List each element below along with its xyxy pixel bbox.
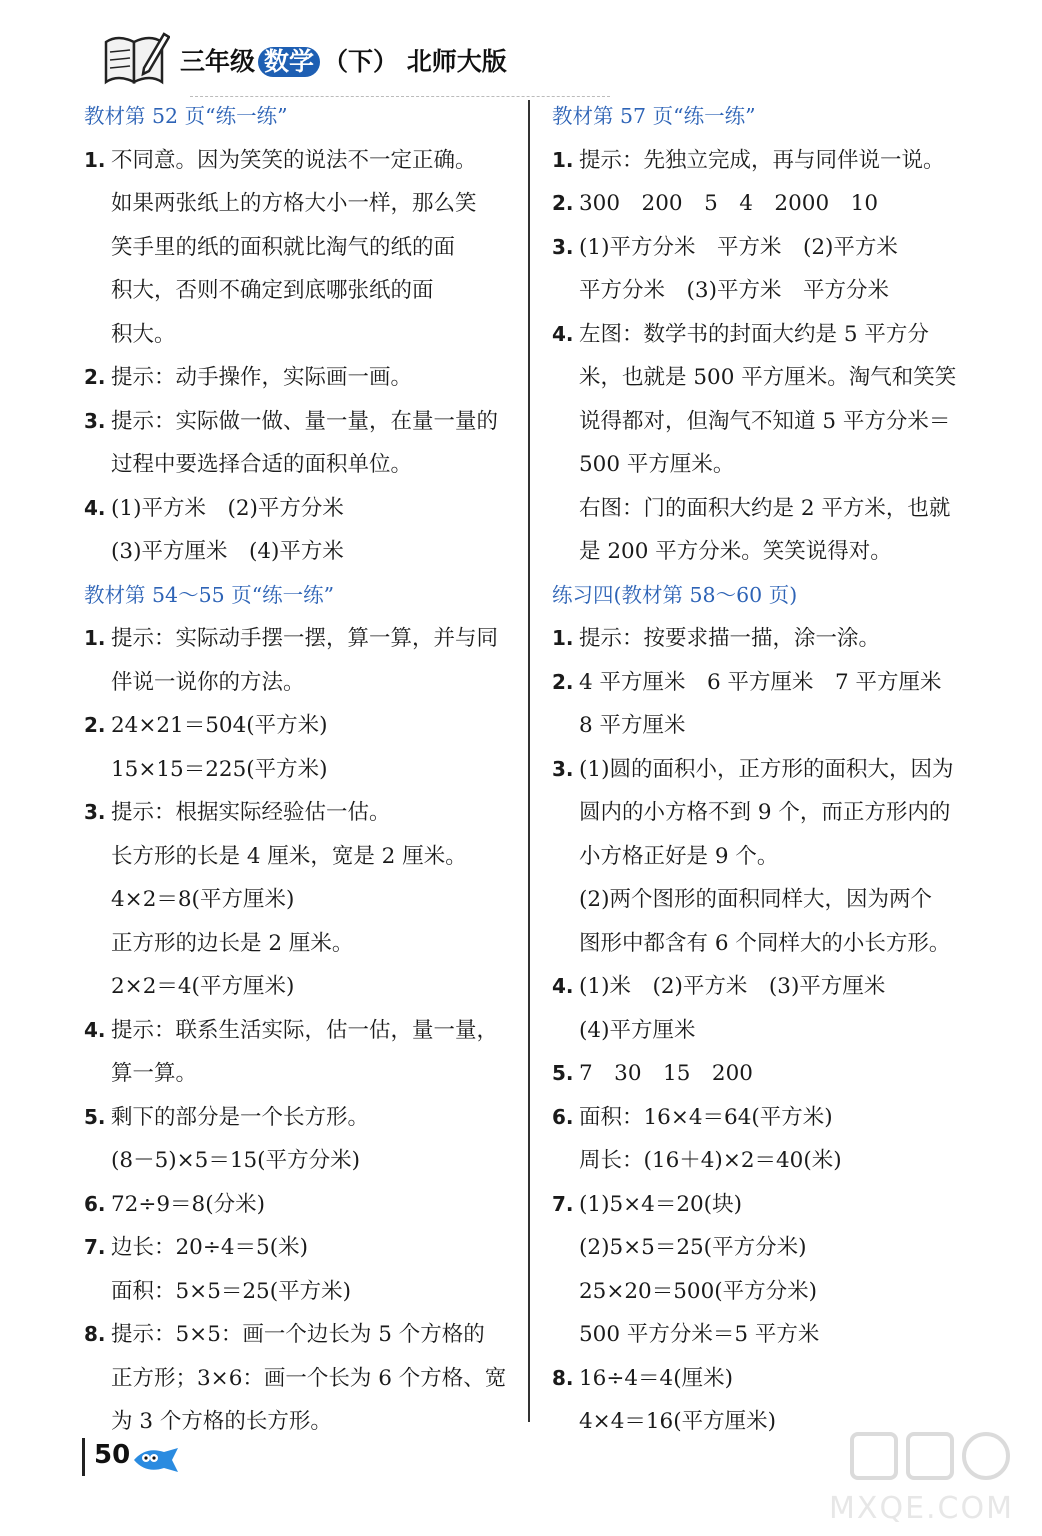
answer-line: 说得都对，但淘气不知道 5 平方分米＝ xyxy=(579,408,951,434)
fish-mascot-icon xyxy=(132,1446,180,1474)
answer-item xyxy=(84,1009,514,1053)
item-text: 面积：16×4＝64(平方米) xyxy=(579,1104,833,1130)
left-answer-column xyxy=(84,95,514,1444)
header-subject-badge: 数学 xyxy=(258,47,320,77)
item-number: 2. xyxy=(84,365,106,389)
watermark xyxy=(829,1426,1022,1526)
footer-bar xyxy=(82,1438,85,1476)
book-pencil-icon xyxy=(100,28,170,88)
section-heading: 教材第 54～55 页“练一练” xyxy=(84,582,335,607)
answer-line: 25×20＝500(平方分米) xyxy=(579,1278,818,1304)
header-edition: 北师大版 xyxy=(406,47,507,76)
answer-line: 小方格正好是 9 个。 xyxy=(579,843,779,869)
item-text: 提示：先独立完成，再与同伴说一说。 xyxy=(579,147,945,173)
item-number: 2. xyxy=(552,191,574,215)
answer-item xyxy=(84,1183,514,1227)
answer-line: 圆内的小方格不到 9 个，而正方形内的 xyxy=(579,800,951,825)
item-text: 提示：实际动手摆一摆，算一算，并与同 xyxy=(111,626,499,651)
item-number: 7. xyxy=(552,1191,574,1216)
answer-line: (3)平方厘米 (4)平方米 xyxy=(111,539,344,564)
item-number: 4. xyxy=(552,321,574,346)
item-text: (1)5×4＝20(块) xyxy=(579,1191,742,1217)
answer-item xyxy=(552,313,982,357)
answer-item xyxy=(84,791,514,835)
item-text: 边长：20÷4＝5(米) xyxy=(111,1235,309,1260)
answer-item xyxy=(84,1226,514,1270)
item-text: 提示：根据实际经验估一估。 xyxy=(111,800,391,825)
answer-line: 周长：(16＋4)×2＝40(米) xyxy=(579,1148,842,1173)
answer-line: 2×2＝4(平方厘米) xyxy=(111,974,295,999)
answer-item xyxy=(552,1052,982,1096)
answer-line: 8 平方厘米 xyxy=(579,713,686,738)
item-text: 24×21＝504(平方米) xyxy=(111,713,328,738)
item-text: 提示：5×5：画一个边长为 5 个方格的 xyxy=(111,1322,485,1347)
answer-line: 积大。 xyxy=(111,321,176,347)
item-text: (1)圆的面积小，正方形的面积大，因为 xyxy=(579,756,954,782)
item-number: 8. xyxy=(552,1365,574,1390)
item-text: 4 平方厘米 6 平方厘米 7 平方厘米 xyxy=(579,669,942,695)
answer-item xyxy=(84,704,514,748)
item-text: (1)平方米 (2)平方分米 xyxy=(111,495,344,521)
item-text: 7 30 15 200 xyxy=(579,1061,753,1086)
answer-line: (2)两个图形的面积同样大，因为两个 xyxy=(579,887,932,912)
section-heading: 教材第 52 页“练一练” xyxy=(84,104,288,128)
item-number: 2. xyxy=(552,669,574,694)
item-number: 3. xyxy=(84,408,106,433)
page-header xyxy=(100,28,520,88)
header-term: （下） xyxy=(323,47,399,76)
answer-line: 右图：门的面积大约是 2 平方米，也就 xyxy=(579,495,951,521)
item-number: 3. xyxy=(552,756,574,781)
item-number: 1. xyxy=(84,147,106,172)
answer-item xyxy=(552,617,982,661)
answer-item xyxy=(84,400,514,444)
answer-item xyxy=(552,226,982,270)
answer-item xyxy=(84,1096,514,1140)
section-heading: 练习四(教材第 58～60 页) xyxy=(552,582,798,607)
answer-item xyxy=(552,1183,982,1227)
item-text: (1)米 (2)平方米 (3)平方厘米 xyxy=(579,974,886,999)
item-text: 16÷4＝4(厘米) xyxy=(579,1365,734,1391)
right-answer-column xyxy=(552,95,982,1444)
answer-item xyxy=(552,182,982,226)
answer-line: 4×4＝16(平方厘米) xyxy=(579,1409,777,1434)
item-text: 不同意。因为笑笑的说法不一定正确。 xyxy=(111,147,477,173)
item-number: 6. xyxy=(552,1104,574,1129)
item-number: 3. xyxy=(84,800,106,824)
header-title xyxy=(180,42,507,78)
answer-item xyxy=(84,139,514,183)
item-number: 1. xyxy=(552,147,574,172)
header-grade: 三年级 xyxy=(180,47,256,76)
answer-item xyxy=(552,661,982,705)
item-number: 5. xyxy=(552,1061,574,1085)
answer-line: 500 平方分米＝5 平方米 xyxy=(579,1322,820,1347)
item-text: 左图：数学书的封面大约是 5 平方分 xyxy=(579,321,929,347)
answer-line: 过程中要选择合适的面积单位。 xyxy=(111,452,413,477)
answer-item xyxy=(84,1313,514,1357)
answer-line: 15×15＝225(平方米) xyxy=(111,756,328,782)
item-text: 72÷9＝8(分米) xyxy=(111,1191,266,1217)
answer-item xyxy=(552,139,982,183)
answer-line: 图形中都含有 6 个同样大的小长方形。 xyxy=(579,930,951,956)
answer-item xyxy=(84,617,514,661)
answer-line: 是 200 平方分米。笑笑说得对。 xyxy=(579,539,892,564)
answer-item xyxy=(552,748,982,792)
answer-item xyxy=(552,1096,982,1140)
item-number: 5. xyxy=(84,1104,106,1129)
item-number: 4. xyxy=(84,495,106,520)
item-number: 1. xyxy=(552,626,574,650)
answer-line: 正方形的边长是 2 厘米。 xyxy=(111,930,354,956)
item-number: 6. xyxy=(84,1191,106,1216)
item-number: 3. xyxy=(552,234,574,259)
item-text: 剩下的部分是一个长方形。 xyxy=(111,1104,370,1130)
answer-line: 为 3 个方格的长方形。 xyxy=(111,1409,332,1434)
answer-line: 笑手里的纸的面积就比淘气的纸的面 xyxy=(111,234,456,260)
item-text: 提示：联系生活实际，估一估，量一量， xyxy=(111,1017,499,1043)
answer-item xyxy=(84,356,514,400)
answer-line: (4)平方厘米 xyxy=(579,1017,696,1043)
watermark-text: MXQE.COM xyxy=(829,1491,1014,1526)
answer-item xyxy=(552,1357,982,1401)
answer-line: 长方形的长是 4 厘米，宽是 2 厘米。 xyxy=(111,843,467,869)
answer-line: 如果两张纸上的方格大小一样，那么笑 xyxy=(111,191,477,216)
answer-item xyxy=(84,487,514,531)
answer-line: 面积：5×5＝25(平方米) xyxy=(111,1278,352,1304)
answer-line: 500 平方厘米。 xyxy=(579,452,735,477)
item-number: 4. xyxy=(552,974,574,998)
watermark-logo-icon xyxy=(842,1426,1022,1486)
item-number: 1. xyxy=(84,626,106,650)
item-text: 提示：按要求描一描，涂一涂。 xyxy=(579,626,881,651)
answer-line: 平方分米 (3)平方米 平方分米 xyxy=(579,278,889,303)
answer-line: 积大，否则不确定到底哪张纸的面 xyxy=(111,278,434,303)
item-text: 提示：实际做一做、量一量，在量一量的 xyxy=(111,408,499,434)
item-number: 7. xyxy=(84,1235,106,1259)
page-number: 50 xyxy=(94,1440,131,1470)
column-divider xyxy=(528,100,530,1422)
item-text: 提示：动手操作，实际画一画。 xyxy=(111,365,413,390)
answer-line: (2)5×5＝25(平方分米) xyxy=(579,1235,807,1260)
answer-line: 正方形；3×6：画一个长为 6 个方格、宽 xyxy=(111,1365,507,1391)
item-number: 4. xyxy=(84,1017,106,1042)
answer-line: 4×2＝8(平方厘米) xyxy=(111,887,295,912)
answer-line: 伴说一说你的方法。 xyxy=(111,669,305,695)
answer-line: (8－5)×5＝15(平方分米) xyxy=(111,1148,360,1173)
answer-line: 米，也就是 500 平方厘米。淘气和笑笑 xyxy=(579,365,957,390)
item-number: 2. xyxy=(84,713,106,737)
item-text: (1)平方分米 平方米 (2)平方米 xyxy=(579,234,898,260)
answer-item xyxy=(552,965,982,1009)
item-text: 300 200 5 4 2000 10 xyxy=(579,191,879,216)
section-heading: 教材第 57 页“练一练” xyxy=(552,104,756,128)
answer-line: 算一算。 xyxy=(111,1061,198,1086)
item-number: 8. xyxy=(84,1322,106,1346)
